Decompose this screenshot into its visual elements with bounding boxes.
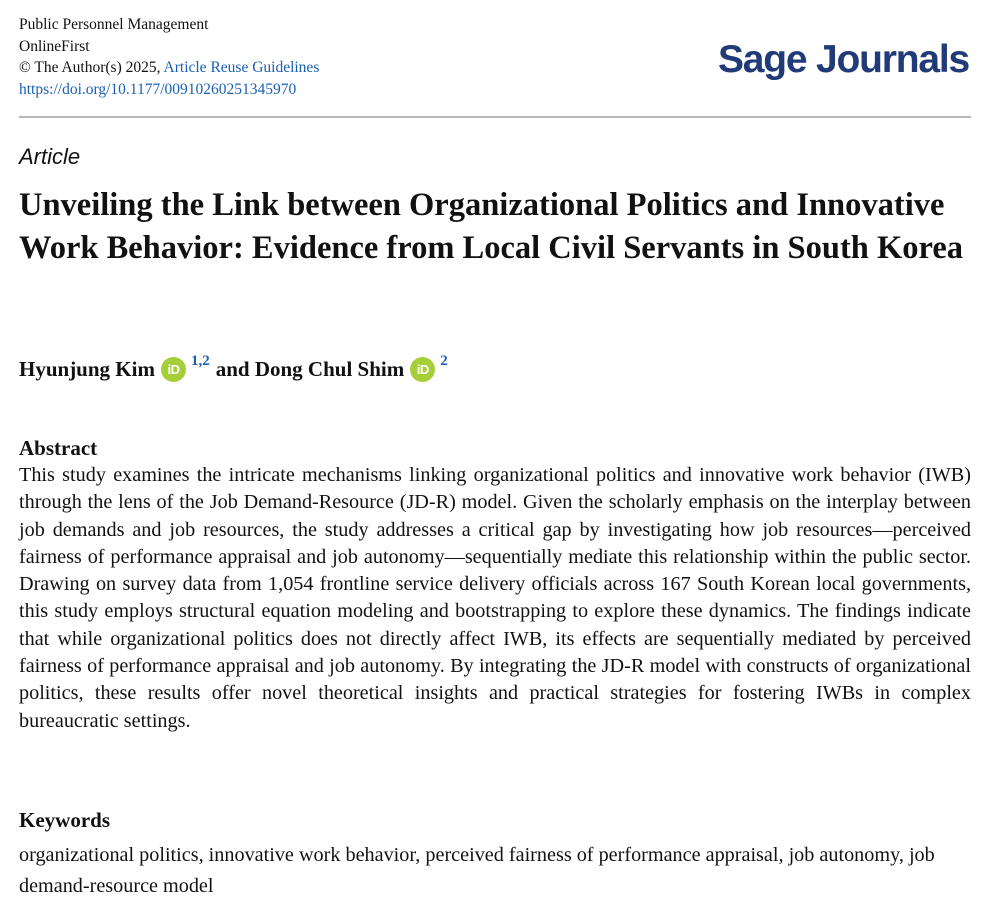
author-name-1[interactable]: Hyunjung Kim [19,357,155,381]
publication-status: OnlineFirst [19,37,90,55]
journal-name: Public Personnel Management [19,16,209,33]
reuse-guidelines-link[interactable]: Article Reuse Guidelines [163,59,320,76]
abstract-heading: Abstract [19,436,98,460]
author-affiliation-2[interactable]: 2 [440,353,448,369]
author-conjunction: and [215,357,250,381]
abstract-text: This study examines the intricate mechanisms linking organizational politics and innovative work behavior (IWB) through the lens of the Job Demand-Resource (JD-R) model. Given the scholarly emphasis on the interplay between job demands and job resources, the study addresses a critical gap by investigating how job resources—perceived fairness of performance appraisal and job autonomy—sequentially mediate this relationship within the public sector. Drawing on survey data from 1,054 frontline service delivery officials across 167 South Korean local governments, this study employs structural equation modeling and bootstrapping to explore these dynamics. The findings indicate that while organizational politics does not directly affect IWB, its effects are sequentially mediated by perceived fairness of performance appraisal and job autonomy. By integrating the JD-R model with constructs of organizational politics, these results offer novel theoretical insights and practical strategies for fostering IWBs in complex bureaucratic settings. [19,464,971,732]
journal-meta [19,14,319,100]
article-header [19,14,971,110]
author-name-2[interactable]: Dong Chul Shim [254,357,405,381]
article-type-label: Article [19,144,81,169]
author-list [19,353,454,382]
copyright-text: © The Author(s) 2025, [19,59,164,76]
keywords-heading: Keywords [19,808,110,832]
copyright-line [19,57,319,79]
keywords-text: organizational politics, innovative work behavior, perceived fairness of performance appraisal, job autonomy, job demand-resource model [19,844,935,897]
article-title: Unveiling the Link between Organizational Politics and Innovative Work Behavior: Evidence from Local Civil Servants in South Korea [19,187,964,266]
author-affiliation-1[interactable]: 1,2 [190,353,210,369]
orcid-icon[interactable]: iD [410,357,435,382]
sage-journals-logo[interactable]: Sage Journals [717,38,969,81]
header-divider [19,116,971,118]
doi-line [19,79,319,101]
doi-link[interactable]: https://doi.org/10.1177/00910260251345970 [19,80,297,98]
orcid-icon[interactable]: iD [161,357,186,382]
